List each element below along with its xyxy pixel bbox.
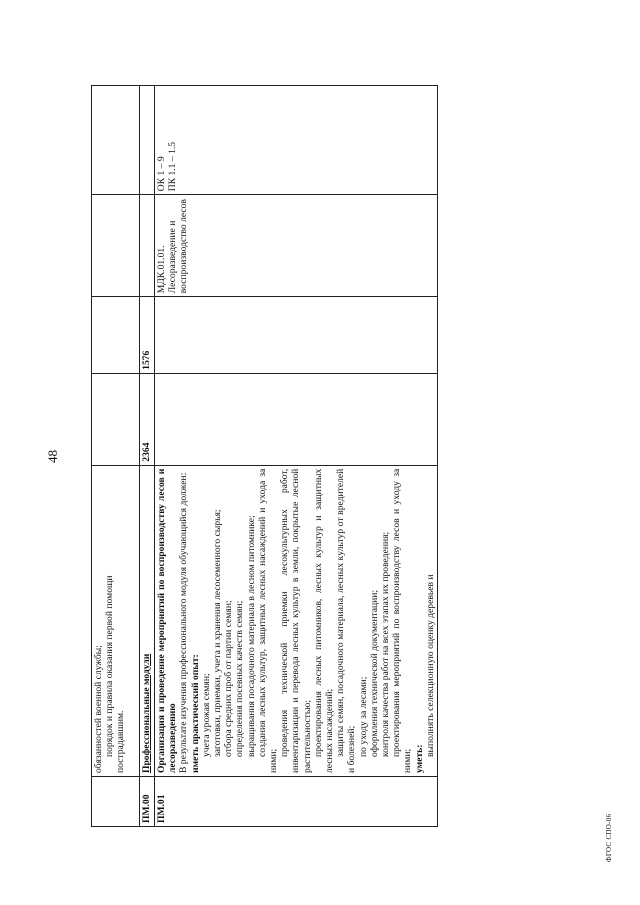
curriculum-table	[91, 85, 438, 827]
practice-item: оформления технической документации;	[368, 589, 380, 757]
practice-item: контроля качества работ на всех этапах их проведения;	[380, 531, 392, 757]
practice-item: заготовки, приемки, учета и хранения лесосеменного сырья;	[212, 509, 224, 757]
practice-item: проектирования мероприятий по воспроизводству лесов и уходу за ними;	[391, 468, 414, 773]
pm01-mdk: МДК.01.01. Лесоразведение и воспроизводство лесов	[155, 195, 438, 297]
pm01-competencies	[155, 86, 438, 195]
skills-item: выполнять селекционную оценку деревьев и	[424, 574, 436, 757]
total-hours-cell	[92, 373, 140, 465]
content-cell	[92, 465, 140, 776]
discipline-cell	[92, 195, 140, 297]
practice-item: определения посевных качеств семян;	[234, 600, 246, 757]
practice-item: проектирования лесных питомников, лесных культур и защитных лесных насаждений;	[312, 468, 336, 773]
practice-item: учета урожая семян;	[200, 673, 212, 757]
top-line: обязанностей военной службы;	[93, 645, 104, 773]
mandatory-hours-cell	[92, 297, 140, 374]
practice-heading: иметь практический опыт:	[189, 654, 201, 773]
pm00-mandatory-hours: 1576	[140, 297, 155, 374]
pm00-title: Профессиональные модули	[140, 465, 155, 776]
competency-general: ОК 1 – 9	[156, 156, 167, 192]
competency-cell	[140, 86, 155, 195]
page-number: 48	[45, 450, 60, 463]
competency-cell	[92, 86, 140, 195]
practice-item: по уходу за лесами;	[357, 676, 369, 757]
mandatory-hours-cell	[155, 297, 438, 374]
code-cell	[92, 777, 140, 827]
practice-item: создания лесных культур, защитных лесных насаждений и ухода за ними;	[256, 468, 280, 773]
footer-label: ФГОС СПО-06	[605, 813, 613, 862]
pm00-code: ПМ.00	[140, 777, 155, 827]
table-row	[155, 86, 438, 827]
practice-item: отбора средних проб от партии семян;	[223, 600, 235, 757]
pm01-intro: В результате изучения профессионального модуля обучающийся должен:	[178, 472, 190, 773]
pm01-code: ПМ.01	[155, 777, 438, 827]
discipline-cell	[140, 195, 155, 297]
practice-item: выращивания посадочного материала в лесном питомнике;	[245, 515, 257, 757]
pm01-content	[155, 465, 438, 776]
pm00-total-hours: 2364	[140, 373, 155, 465]
table-row	[92, 86, 140, 827]
practice-item: защиты семян, посадочного материала, лесных культур от вредителей и болезней;	[335, 468, 358, 773]
top-line: пострадавшим.	[115, 710, 127, 773]
table-row	[140, 86, 155, 827]
practice-item: проведения технической приемки лесокультурных работ, инвентаризации и перевода лесных культур в земли, покрытые лесной растительностью;	[279, 468, 313, 773]
competency-professional: ПК 1.1 – 1.5	[167, 141, 179, 192]
pm01-title: Организация и проведение мероприятий по воспроизводству лесов и лесоразведению	[156, 468, 179, 773]
top-line: порядок и правила оказания первой помощи	[104, 575, 116, 757]
total-hours-cell	[155, 373, 438, 465]
skills-heading: уметь:	[413, 744, 425, 773]
